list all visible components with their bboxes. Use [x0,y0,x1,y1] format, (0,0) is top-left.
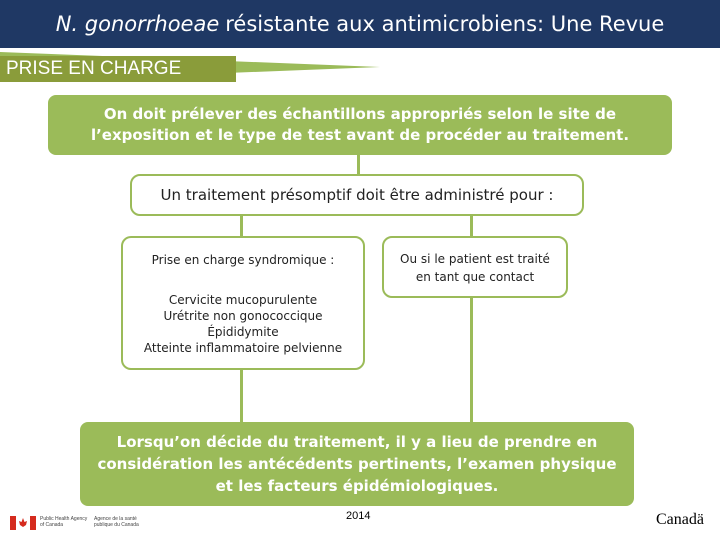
connector-right-bottom [470,298,473,422]
syndromic-item: Urétrite non gonococcique [163,309,323,323]
section-label: PRISE EN CHARGE [0,56,236,82]
syndromic-item: Cervicite mucopurulente [168,293,318,307]
title-italic: N. gonorrhoeae [55,12,220,36]
syndromic-item: Atteinte inflammatoire pelvienne [143,341,343,355]
title-rest: résistante aux antimicrobiens: Une Revue [225,12,665,36]
contact-box [382,236,568,298]
decision-box [80,422,634,506]
slide-title [0,0,720,48]
agency-name-en: Public Health Agency of Canada [40,516,88,528]
connector-middle-left [240,214,243,238]
presumptive-box [130,174,584,216]
canada-wordmark: Canadä [656,511,704,528]
sampling-box [48,95,672,155]
syndromic-item: Épididymite [207,325,279,339]
canada-flag-icon [10,516,36,530]
sampling-text: On doit prélever des échantillons appropriés selon le site de l’exposition et le type de test avant de procéder au traitement. [90,105,630,144]
decision-text: Lorsqu’on décide du traitement, il y a lieu de prendre en considération les antécédents pertinents, l’examen physique et les facteurs épidémiologiques. [97,433,617,495]
year-label: 2014 [346,510,371,522]
agency-name-fr: Agence de la santé publique du Canada [94,516,139,528]
presumptive-text: Un traitement présomptif doit être administré pour : [160,186,554,204]
connector-left-bottom [240,368,243,422]
contact-text: Ou si le patient est traité en tant que contact [400,252,550,284]
syndromic-title: Prise en charge syndromique : [151,253,335,267]
connector-top-middle [357,152,360,176]
syndromic-box [121,236,365,370]
connector-middle-right [470,214,473,238]
